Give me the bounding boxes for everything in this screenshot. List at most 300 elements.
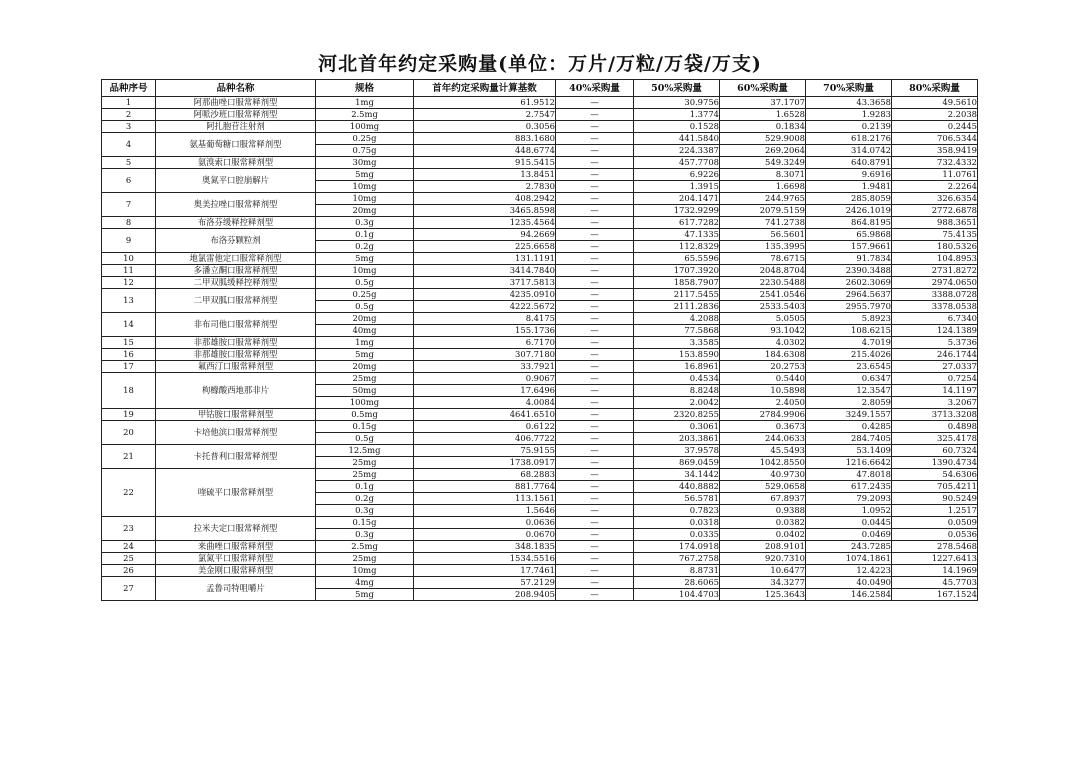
pct70-cell: 9.6916 — [806, 169, 892, 181]
pct40-cell: — — [556, 433, 634, 445]
table-row — [102, 337, 978, 349]
pct40-cell: — — [556, 565, 634, 577]
item-number-cell: 27 — [102, 577, 156, 601]
item-number-cell: 2 — [102, 109, 156, 121]
pct50-cell: 104.4703 — [634, 589, 720, 601]
spec-cell: 5mg — [316, 169, 414, 181]
spec-cell: 12.5mg — [316, 445, 414, 457]
pct50-cell: 16.8961 — [634, 361, 720, 373]
pct60-cell: 2230.5488 — [720, 277, 806, 289]
pct80-cell: 0.4898 — [892, 421, 978, 433]
pct40-cell: — — [556, 205, 634, 217]
pct60-cell: 67.8937 — [720, 493, 806, 505]
pct70-cell: 12.3547 — [806, 385, 892, 397]
pct50-cell: 1732.9299 — [634, 205, 720, 217]
pct50-cell: 30.9756 — [634, 97, 720, 109]
pct40-cell: — — [556, 505, 634, 517]
base-cell: 3414.7840 — [414, 265, 556, 277]
pct40-cell: — — [556, 517, 634, 529]
pct70-cell: 2.8059 — [806, 397, 892, 409]
pct40-cell: — — [556, 421, 634, 433]
pct50-cell: 1.3774 — [634, 109, 720, 121]
pct60-cell: 135.3995 — [720, 241, 806, 253]
spec-cell: 100mg — [316, 121, 414, 133]
pct80-cell: 278.5468 — [892, 541, 978, 553]
item-name-cell: 非布司他口服常释剂型 — [156, 313, 316, 337]
table-row — [102, 349, 978, 361]
pct70-cell: 1.0952 — [806, 505, 892, 517]
item-number-cell: 20 — [102, 421, 156, 445]
header-cell-80: 80%采购量 — [892, 80, 978, 97]
pct80-cell: 705.4211 — [892, 481, 978, 493]
pct60-cell: 1.6528 — [720, 109, 806, 121]
pct70-cell: 1216.6642 — [806, 457, 892, 469]
item-number-cell: 17 — [102, 361, 156, 373]
pct80-cell: 0.2445 — [892, 121, 978, 133]
pct80-cell: 358.9419 — [892, 145, 978, 157]
pct40-cell: — — [556, 157, 634, 169]
pct40-cell: — — [556, 289, 634, 301]
pct80-cell: 124.1389 — [892, 325, 978, 337]
item-number-cell: 21 — [102, 445, 156, 469]
spec-cell: 25mg — [316, 457, 414, 469]
pct50-cell: 2117.5455 — [634, 289, 720, 301]
pct80-cell: 6.7340 — [892, 313, 978, 325]
pct70-cell: 0.2139 — [806, 121, 892, 133]
pct80-cell: 2974.0650 — [892, 277, 978, 289]
table-row — [102, 517, 978, 529]
pct70-cell: 146.2584 — [806, 589, 892, 601]
spec-cell: 0.1g — [316, 229, 414, 241]
spec-cell: 0.2g — [316, 241, 414, 253]
pct60-cell: 20.2753 — [720, 361, 806, 373]
pct60-cell: 269.2064 — [720, 145, 806, 157]
spec-cell: 0.3g — [316, 505, 414, 517]
pct70-cell: 1.9283 — [806, 109, 892, 121]
table-row — [102, 409, 978, 421]
pct50-cell: 77.5868 — [634, 325, 720, 337]
spec-cell: 2.5mg — [316, 109, 414, 121]
pct40-cell: — — [556, 169, 634, 181]
spec-cell: 10mg — [316, 181, 414, 193]
item-name-cell: 拉米夫定口服常释剂型 — [156, 517, 316, 541]
spec-cell: 25mg — [316, 373, 414, 385]
pct40-cell: — — [556, 397, 634, 409]
header-cell-name: 品种名称 — [156, 80, 316, 97]
pct40-cell: — — [556, 337, 634, 349]
item-number-cell: 22 — [102, 469, 156, 517]
pct60-cell: 244.9765 — [720, 193, 806, 205]
spec-cell: 100mg — [316, 397, 414, 409]
table-row — [102, 289, 978, 301]
pct80-cell: 49.5610 — [892, 97, 978, 109]
spec-cell: 20mg — [316, 313, 414, 325]
pct60-cell: 2784.9906 — [720, 409, 806, 421]
item-name-cell: 甲钴胺口服常释剂型 — [156, 409, 316, 421]
pct70-cell: 2602.3069 — [806, 277, 892, 289]
pct80-cell: 1390.4734 — [892, 457, 978, 469]
item-number-cell: 19 — [102, 409, 156, 421]
page-title: 河北首年约定采购量(单位：万片/万粒/万袋/万支) — [318, 53, 762, 75]
pct50-cell: 4.2088 — [634, 313, 720, 325]
pct60-cell: 2079.5159 — [720, 205, 806, 217]
item-name-cell: 枸橼酸西地那非片 — [156, 373, 316, 409]
pct70-cell: 91.7834 — [806, 253, 892, 265]
pct40-cell: — — [556, 469, 634, 481]
pct60-cell: 0.1834 — [720, 121, 806, 133]
table-row — [102, 445, 978, 457]
pct50-cell: 37.9578 — [634, 445, 720, 457]
pct40-cell: — — [556, 541, 634, 553]
pct80-cell: 14.1969 — [892, 565, 978, 577]
item-name-cell: 来曲唑口服常释剂型 — [156, 541, 316, 553]
pct60-cell: 2048.8704 — [720, 265, 806, 277]
base-cell: 4235.0910 — [414, 289, 556, 301]
item-name-cell: 奥氮平口腔崩解片 — [156, 169, 316, 193]
pct60-cell: 741.2738 — [720, 217, 806, 229]
pct70-cell: 157.9661 — [806, 241, 892, 253]
pct70-cell: 3249.1557 — [806, 409, 892, 421]
pct80-cell: 1227.6413 — [892, 553, 978, 565]
item-name-cell: 阿扎胞苷注射剂 — [156, 121, 316, 133]
pct60-cell: 549.3249 — [720, 157, 806, 169]
base-cell: 0.6122 — [414, 421, 556, 433]
base-cell: 915.5415 — [414, 157, 556, 169]
base-cell: 6.7170 — [414, 337, 556, 349]
table-row — [102, 109, 978, 121]
spec-cell: 0.25g — [316, 289, 414, 301]
pct80-cell: 27.0337 — [892, 361, 978, 373]
pct80-cell: 2731.8272 — [892, 265, 978, 277]
pct70-cell: 285.8059 — [806, 193, 892, 205]
spec-cell: 5mg — [316, 589, 414, 601]
item-name-cell: 氯氮平口服常释剂型 — [156, 553, 316, 565]
item-name-cell: 阿那曲唑口服常释剂型 — [156, 97, 316, 109]
base-cell: 8.4175 — [414, 313, 556, 325]
pct50-cell: 0.3061 — [634, 421, 720, 433]
pct80-cell: 3388.0728 — [892, 289, 978, 301]
item-number-cell: 5 — [102, 157, 156, 169]
pct80-cell: 246.1744 — [892, 349, 978, 361]
pct50-cell: 0.0318 — [634, 517, 720, 529]
base-cell: 33.7921 — [414, 361, 556, 373]
pct70-cell: 2426.1019 — [806, 205, 892, 217]
item-name-cell: 氨溴索口服常释剂型 — [156, 157, 316, 169]
pct50-cell: 2320.8255 — [634, 409, 720, 421]
item-number-cell: 26 — [102, 565, 156, 577]
pct40-cell: — — [556, 577, 634, 589]
pct70-cell: 53.1409 — [806, 445, 892, 457]
item-number-cell: 24 — [102, 541, 156, 553]
table-row — [102, 361, 978, 373]
base-cell: 4641.6510 — [414, 409, 556, 421]
pct70-cell: 314.0742 — [806, 145, 892, 157]
item-name-cell: 孟鲁司特咀嚼片 — [156, 577, 316, 601]
pct60-cell: 1.6698 — [720, 181, 806, 193]
pct70-cell: 2964.5637 — [806, 289, 892, 301]
item-name-cell: 二甲双胍口服常释剂型 — [156, 289, 316, 313]
pct60-cell: 1042.8550 — [720, 457, 806, 469]
pct70-cell: 640.8791 — [806, 157, 892, 169]
pct60-cell: 0.5440 — [720, 373, 806, 385]
pct60-cell: 10.6477 — [720, 565, 806, 577]
pct50-cell: 47.1335 — [634, 229, 720, 241]
pct70-cell: 215.4026 — [806, 349, 892, 361]
spec-cell: 1mg — [316, 97, 414, 109]
pct50-cell: 203.3861 — [634, 433, 720, 445]
pct50-cell: 457.7708 — [634, 157, 720, 169]
item-number-cell: 10 — [102, 253, 156, 265]
base-cell: 0.3056 — [414, 121, 556, 133]
pct70-cell: 4.7019 — [806, 337, 892, 349]
pct70-cell: 2390.3488 — [806, 265, 892, 277]
pct50-cell: 6.9226 — [634, 169, 720, 181]
pct80-cell: 732.4332 — [892, 157, 978, 169]
header-cell-70: 70%采购量 — [806, 80, 892, 97]
item-number-cell: 14 — [102, 313, 156, 337]
pct80-cell: 90.5249 — [892, 493, 978, 505]
pct40-cell: — — [556, 241, 634, 253]
spec-cell: 0.5g — [316, 301, 414, 313]
pct60-cell: 0.3673 — [720, 421, 806, 433]
base-cell: 68.2883 — [414, 469, 556, 481]
pct40-cell: — — [556, 301, 634, 313]
pct80-cell: 167.1524 — [892, 589, 978, 601]
pct80-cell: 326.6354 — [892, 193, 978, 205]
pct50-cell: 0.0335 — [634, 529, 720, 541]
pct80-cell: 706.5344 — [892, 133, 978, 145]
pct60-cell: 40.9730 — [720, 469, 806, 481]
item-name-cell: 布洛芬颗粒剂 — [156, 229, 316, 253]
pct40-cell: — — [556, 493, 634, 505]
pct70-cell: 5.8923 — [806, 313, 892, 325]
pct70-cell: 617.2435 — [806, 481, 892, 493]
spec-cell: 0.3g — [316, 217, 414, 229]
header-row — [102, 80, 978, 97]
pct80-cell: 2.2264 — [892, 181, 978, 193]
base-cell: 113.1561 — [414, 493, 556, 505]
pct50-cell: 28.6065 — [634, 577, 720, 589]
pct40-cell: — — [556, 409, 634, 421]
item-name-cell: 奥美拉唑口服常释剂型 — [156, 193, 316, 217]
base-cell: 448.6774 — [414, 145, 556, 157]
spec-cell: 0.75g — [316, 145, 414, 157]
pct50-cell: 174.0918 — [634, 541, 720, 553]
spec-cell: 0.1g — [316, 481, 414, 493]
pct40-cell: — — [556, 145, 634, 157]
pct80-cell: 45.7703 — [892, 577, 978, 589]
item-number-cell: 9 — [102, 229, 156, 253]
item-name-cell: 氨基葡萄糖口服常释剂型 — [156, 133, 316, 157]
pct80-cell: 3713.3208 — [892, 409, 978, 421]
table-row — [102, 229, 978, 241]
pct60-cell: 2541.0546 — [720, 289, 806, 301]
pct60-cell: 10.5898 — [720, 385, 806, 397]
pct50-cell: 204.1471 — [634, 193, 720, 205]
pct50-cell: 767.2758 — [634, 553, 720, 565]
base-cell: 61.9512 — [414, 97, 556, 109]
pct60-cell: 0.9388 — [720, 505, 806, 517]
item-number-cell: 18 — [102, 373, 156, 409]
pct50-cell: 3.3585 — [634, 337, 720, 349]
table-row — [102, 193, 978, 205]
pct50-cell: 0.1528 — [634, 121, 720, 133]
spec-cell: 10mg — [316, 193, 414, 205]
pct70-cell: 1.9481 — [806, 181, 892, 193]
base-cell: 75.9155 — [414, 445, 556, 457]
table-row — [102, 553, 978, 565]
table-row — [102, 469, 978, 481]
pct70-cell: 65.9868 — [806, 229, 892, 241]
base-cell: 408.2942 — [414, 193, 556, 205]
spec-cell: 30mg — [316, 157, 414, 169]
pct70-cell: 243.7285 — [806, 541, 892, 553]
pct60-cell: 4.0302 — [720, 337, 806, 349]
pct70-cell: 79.2093 — [806, 493, 892, 505]
pct50-cell: 56.5781 — [634, 493, 720, 505]
pct40-cell: — — [556, 385, 634, 397]
pct40-cell: — — [556, 529, 634, 541]
base-cell: 155.1736 — [414, 325, 556, 337]
pct80-cell: 3.2067 — [892, 397, 978, 409]
spec-cell: 0.25g — [316, 133, 414, 145]
spec-cell: 0.2g — [316, 493, 414, 505]
item-number-cell: 13 — [102, 289, 156, 313]
pct70-cell: 43.3658 — [806, 97, 892, 109]
spec-cell: 2.5mg — [316, 541, 414, 553]
pct60-cell: 2.4050 — [720, 397, 806, 409]
pct70-cell: 284.7405 — [806, 433, 892, 445]
pct50-cell: 0.4534 — [634, 373, 720, 385]
spec-cell: 0.3g — [316, 529, 414, 541]
pct40-cell: — — [556, 481, 634, 493]
pct80-cell: 988.3651 — [892, 217, 978, 229]
pct40-cell: — — [556, 553, 634, 565]
spec-cell: 20mg — [316, 361, 414, 373]
pct50-cell: 869.0459 — [634, 457, 720, 469]
spec-cell: 10mg — [316, 565, 414, 577]
pct50-cell: 2.0042 — [634, 397, 720, 409]
pct40-cell: — — [556, 361, 634, 373]
spec-cell: 0.5g — [316, 433, 414, 445]
pct40-cell: — — [556, 313, 634, 325]
pct40-cell: — — [556, 97, 634, 109]
pct80-cell: 0.0509 — [892, 517, 978, 529]
pct60-cell: 125.3643 — [720, 589, 806, 601]
pct70-cell: 12.4223 — [806, 565, 892, 577]
table-row — [102, 97, 978, 109]
table-row — [102, 217, 978, 229]
spec-cell: 25mg — [316, 469, 414, 481]
base-cell: 13.8451 — [414, 169, 556, 181]
pct40-cell: — — [556, 445, 634, 457]
base-cell: 406.7722 — [414, 433, 556, 445]
item-name-cell: 美金刚口服常释剂型 — [156, 565, 316, 577]
header-cell-no: 品种序号 — [102, 80, 156, 97]
pct60-cell: 56.5601 — [720, 229, 806, 241]
item-number-cell: 12 — [102, 277, 156, 289]
pct60-cell: 37.1707 — [720, 97, 806, 109]
item-name-cell: 非那雄胺口服常释剂型 — [156, 349, 316, 361]
spec-cell: 20mg — [316, 205, 414, 217]
base-cell: 4.0084 — [414, 397, 556, 409]
pct40-cell: — — [556, 109, 634, 121]
item-name-cell: 阿哌沙班口服常释剂型 — [156, 109, 316, 121]
base-cell: 348.1835 — [414, 541, 556, 553]
item-name-cell: 非那雄胺口服常释剂型 — [156, 337, 316, 349]
pct70-cell: 47.8018 — [806, 469, 892, 481]
base-cell: 883.1680 — [414, 133, 556, 145]
spec-cell: 40mg — [316, 325, 414, 337]
table-row — [102, 277, 978, 289]
table-row — [102, 133, 978, 145]
item-number-cell: 8 — [102, 217, 156, 229]
pct50-cell: 224.3387 — [634, 145, 720, 157]
pct80-cell: 60.7324 — [892, 445, 978, 457]
base-cell: 307.7180 — [414, 349, 556, 361]
table-row — [102, 541, 978, 553]
item-number-cell: 11 — [102, 265, 156, 277]
table-row — [102, 121, 978, 133]
pct50-cell: 8.8248 — [634, 385, 720, 397]
table-row — [102, 313, 978, 325]
pct80-cell: 3378.0538 — [892, 301, 978, 313]
item-number-cell: 16 — [102, 349, 156, 361]
base-cell: 1235.4564 — [414, 217, 556, 229]
base-cell: 4222.5672 — [414, 301, 556, 313]
spec-cell: 0.5mg — [316, 409, 414, 421]
base-cell: 94.2669 — [414, 229, 556, 241]
table-row — [102, 421, 978, 433]
base-cell: 225.6658 — [414, 241, 556, 253]
pct80-cell: 1.2517 — [892, 505, 978, 517]
pct70-cell: 0.0469 — [806, 529, 892, 541]
spec-cell: 0.15g — [316, 517, 414, 529]
pct40-cell: — — [556, 181, 634, 193]
table-row — [102, 253, 978, 265]
pct60-cell: 0.0402 — [720, 529, 806, 541]
pct60-cell: 93.1042 — [720, 325, 806, 337]
item-number-cell: 25 — [102, 553, 156, 565]
base-cell: 17.6496 — [414, 385, 556, 397]
item-name-cell: 二甲双胍缓释控释剂型 — [156, 277, 316, 289]
pct50-cell: 1.3915 — [634, 181, 720, 193]
pct80-cell: 0.0536 — [892, 529, 978, 541]
pct50-cell: 0.7823 — [634, 505, 720, 517]
table-row — [102, 265, 978, 277]
base-cell: 131.1191 — [414, 253, 556, 265]
base-cell: 3465.8598 — [414, 205, 556, 217]
base-cell: 1534.5516 — [414, 553, 556, 565]
procurement-table — [101, 79, 978, 601]
base-cell: 3717.5813 — [414, 277, 556, 289]
pct40-cell: — — [556, 229, 634, 241]
spec-cell: 5mg — [316, 253, 414, 265]
pct80-cell: 180.5326 — [892, 241, 978, 253]
pct40-cell: — — [556, 349, 634, 361]
pct50-cell: 617.7282 — [634, 217, 720, 229]
pct60-cell: 5.0505 — [720, 313, 806, 325]
item-number-cell: 15 — [102, 337, 156, 349]
table-body — [102, 97, 978, 601]
pct80-cell: 2772.6878 — [892, 205, 978, 217]
pct50-cell: 1707.3920 — [634, 265, 720, 277]
base-cell: 0.0636 — [414, 517, 556, 529]
pct50-cell: 440.8882 — [634, 481, 720, 493]
pct40-cell: — — [556, 217, 634, 229]
pct70-cell: 0.4285 — [806, 421, 892, 433]
header-cell-60: 60%采购量 — [720, 80, 806, 97]
